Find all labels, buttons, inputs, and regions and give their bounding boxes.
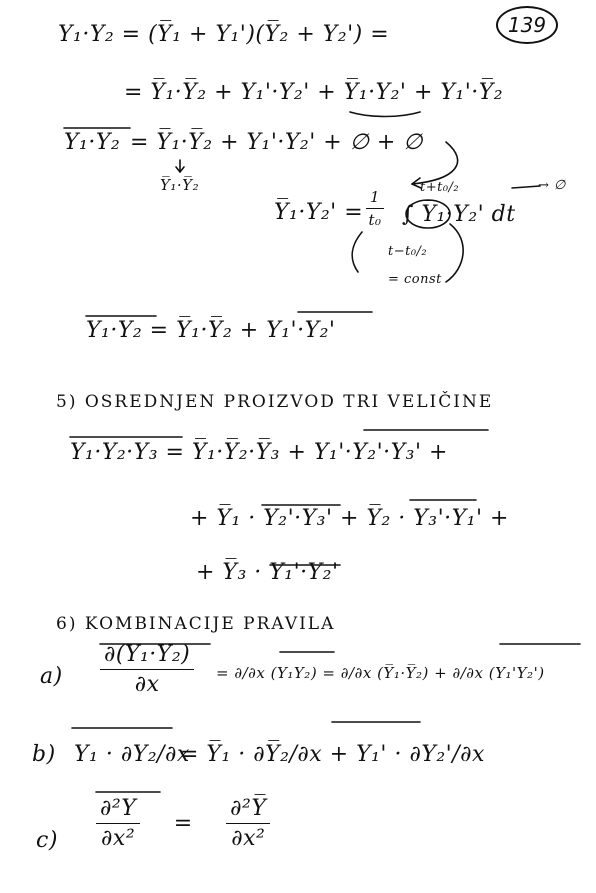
item-c-label: c) [36,828,58,853]
item-c-fraction-right [226,796,270,851]
equation-line-7: + Y̅₁ · Y₂'·Y₃' + Y̅₂ · Y₃'·Y₁' + [190,506,509,531]
page-number: 139 [496,6,558,44]
equation-line-6: Y₁·Y₂·Y₃ = Y̅₁·Y̅₂·Y̅₃ + Y₁'·Y₂'·Y₃' + [70,440,448,465]
fraction-1-over-t0 [366,188,384,229]
equation-line-3-rhs: = Y̅₁·Y̅₂ + Y₁'·Y₂' + ∅ + ∅ [130,130,423,155]
equation-line-5: Y₁·Y₂ = Y̅₁·Y̅₂ + Y₁'·Y₂' [86,318,336,343]
item-c-fraction-left [96,796,140,851]
section-5-heading: 5) OSREDNJEN PROIZVOD TRI VELIČINE [56,392,494,412]
item-a-fraction [100,642,194,697]
item-c-right-numerator: ∂²Y̅ [226,796,270,824]
item-c-equals: = [173,810,193,836]
item-a-numerator: ∂(Y₁·Y₂) [100,642,194,670]
integral-upper-limit: t+t₀/₂ [420,180,460,195]
item-c-right-denominator: ∂x² [231,826,266,851]
equation-line-3-lhs: Y₁·Y₂ [64,130,121,155]
equation-line-3-sub: Y̅₁·Y̅₂ [160,176,200,194]
item-c-denominator: ∂x² [101,826,136,851]
section-6-heading: 6) KOMBINACIJE PRAVILA [56,614,336,634]
fraction-denominator: t₀ [368,211,382,229]
equation-line-2: = Y̅₁·Y̅₂ + Y₁'·Y₂' + Y̅₁·Y₂' + Y₁'·Y̅₂ [124,80,504,105]
item-b-rhs: = Y̅₁ · ∂Y̅₂/∂x + Y₁' · ∂Y₂'/∂x [180,742,485,767]
fraction-numerator: 1 [366,188,384,209]
equation-line-8: + Y̅₃ · Y₁'·Y₂' [196,560,339,585]
item-b-lhs: Y₁ · ∂Y₂/∂x [74,742,190,767]
item-a-denominator: ∂x [134,672,160,697]
item-a-rhs: = ∂/∂x (Y₁Y₂) = ∂/∂x (Y̅₁·Y̅₂) + ∂/∂x (Y₁'Y₂') [216,664,545,682]
equation-line-4-frac [362,188,388,229]
item-a-label: a) [40,664,63,689]
item-b-label: b) [32,742,56,767]
integral-arrow-target: → ∅ [538,178,566,193]
item-c-numerator: ∂²Y [96,796,140,824]
equation-line-4-lhs: Y̅₁·Y₂' = [274,200,364,225]
item-c-lhs [92,796,274,851]
integral-lower-limit: t−t₀/₂ [388,244,428,259]
integral-expression: ∫ Y̅₁·Y₂' dt [402,202,516,227]
equation-line-1: Y₁·Y₂ = (Y̅₁ + Y₁')(Y̅₂ + Y₂') = [58,22,390,47]
const-note: = const [388,272,442,287]
item-a-lhs [96,642,198,697]
